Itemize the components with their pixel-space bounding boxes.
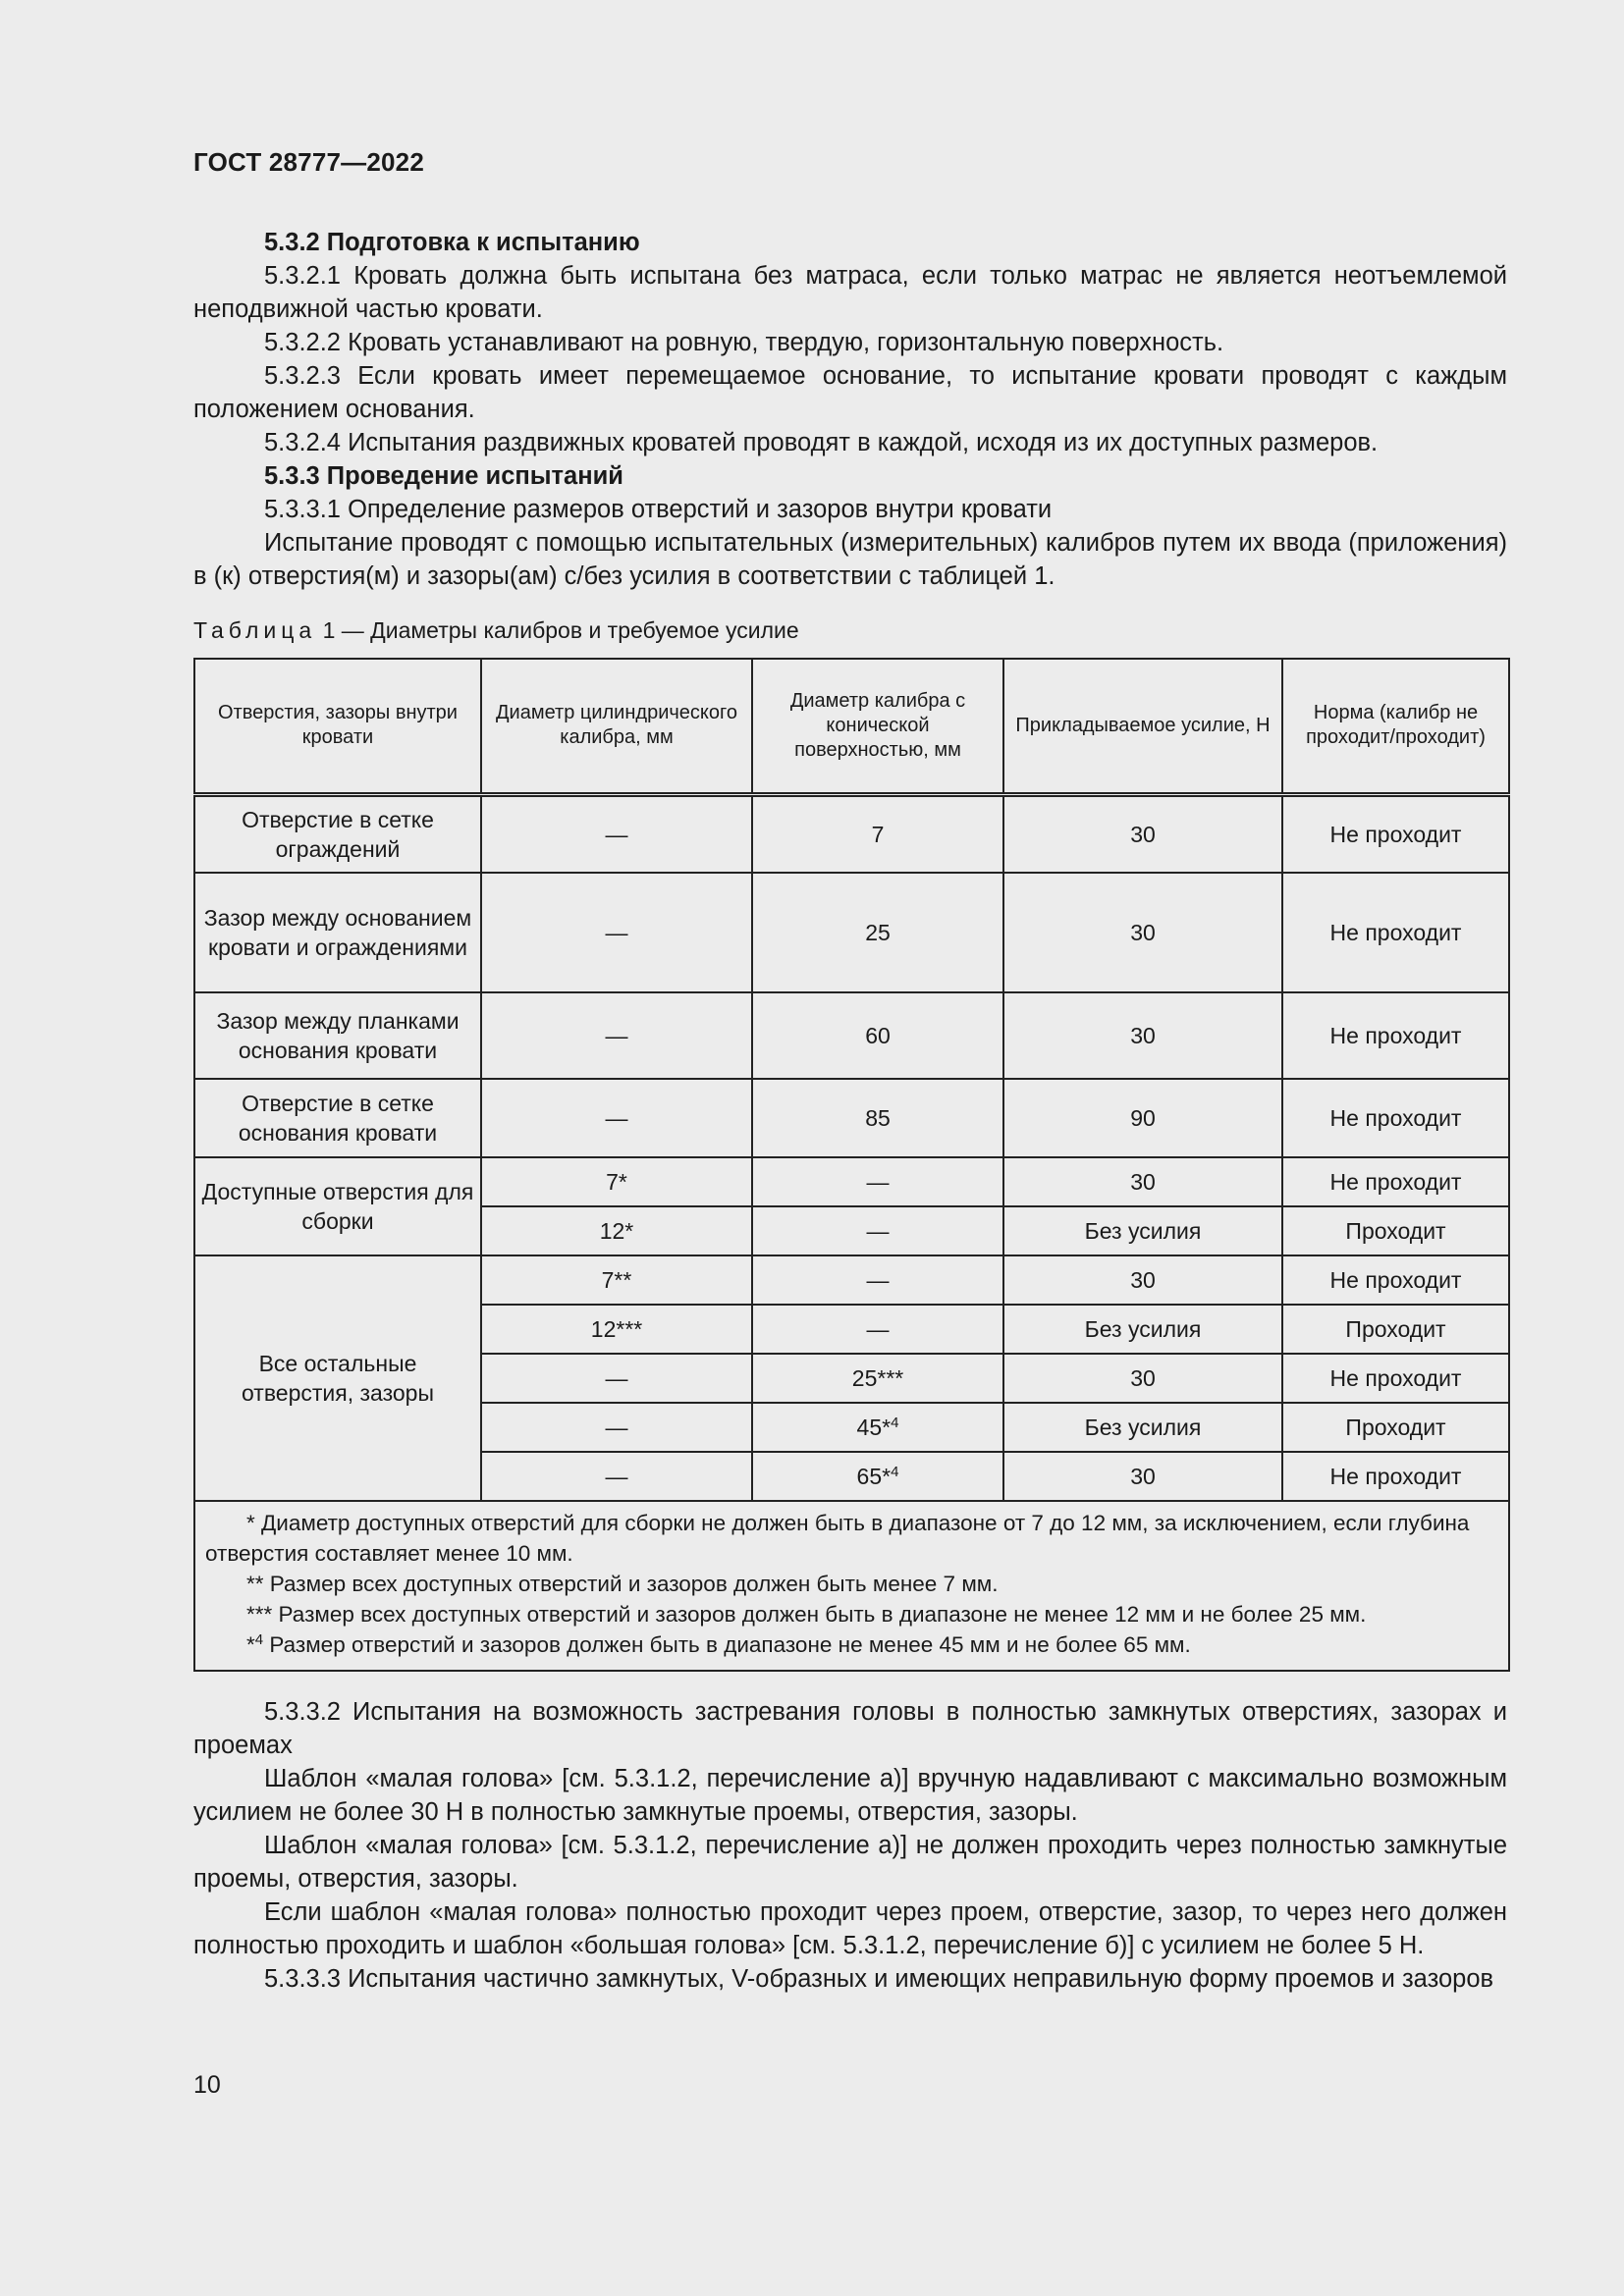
row-label: Зазор между основанием кровати и ограждениями [194,873,481,992]
footnote [205,1508,1498,1569]
cell-cylinder: — [481,1354,752,1403]
row-label: Зазор между планками основания кровати [194,992,481,1079]
cell-norm: Не проходит [1282,1354,1509,1403]
cell-force: 30 [1003,1157,1282,1206]
paragraph-5-3-3-2: 5.3.3.2 Испытания на возможность застревания головы в полностью замкнутых отверстиях, зазорах и проемах [193,1698,1507,1759]
cell-norm: Не проходит [1282,1255,1509,1305]
table-row [194,873,1509,992]
group-label-assembly: Доступные отверстия для сборки [194,1157,481,1255]
footnote-text: Размер всех доступных отверстий и зазоров должен быть в диапазоне не менее 12 мм и не более 25 мм. [278,1602,1367,1627]
cell-norm: Не проходит [1282,992,1509,1079]
footnote-mark: *** [246,1602,273,1627]
cell-norm: Не проходит [1282,1157,1509,1206]
footnote [205,1629,1498,1660]
cell-cylinder: — [481,992,752,1079]
row-label: Отверстие в сетке ограждений [194,794,481,873]
table-caption-label: Таблица [193,617,317,643]
cell-norm: Не проходит [1282,1452,1509,1501]
cell-force: Без усилия [1003,1403,1282,1452]
paragraph-5-3-2-1: 5.3.2.1 Кровать должна быть испытана без матраса, если только матрас не является неотъемлемой неподвижной частью кровати. [193,262,1507,323]
cell-force: 30 [1003,1452,1282,1501]
cell-cone: 25*** [752,1354,1003,1403]
cell-force: 30 [1003,1354,1282,1403]
cell-norm: Проходит [1282,1403,1509,1452]
header-cone-diameter: Диаметр калибра с конической поверхностью, мм [752,659,1003,794]
cell-cone: — [752,1255,1003,1305]
row-label: Отверстие в сетке основания кровати [194,1079,481,1157]
footnote [205,1569,1498,1599]
paragraph-5-3-3-1: 5.3.3.1 Определение размеров отверстий и зазоров внутри кровати [264,496,1053,523]
table-caption-text: 1 — Диаметры калибров и требуемое усилие [316,617,799,643]
cell-cylinder: 12* [481,1206,752,1255]
cell-force: 30 [1003,873,1282,992]
header-openings: Отверстия, зазоры внутри кровати [194,659,481,794]
header-cylinder-diameter: Диаметр цилиндрического калибра, мм [481,659,752,794]
heading-5-3-3: 5.3.3 Проведение испытаний [264,462,623,490]
header-applied-force: Прикладываемое усилие, Н [1003,659,1282,794]
cell-force: 90 [1003,1079,1282,1157]
footnote-mark: * [246,1632,255,1657]
cell-cylinder: — [481,794,752,873]
cell-norm: Проходит [1282,1305,1509,1354]
paragraph-small-head-pass: Шаблон «малая голова» [см. 5.3.1.2, перечисление а)] не должен проходить через полностью замкнутые проемы, отверстия, зазоры. [193,1832,1507,1893]
footnote-text: Размер отверстий и зазоров должен быть в диапазоне не менее 45 мм и не более 65 мм. [269,1632,1191,1657]
group-label-other: Все остальные отверстия, зазоры [194,1255,481,1501]
cell-cylinder: 7* [481,1157,752,1206]
table-row [194,1157,1509,1206]
cell-cone [752,1403,1003,1452]
paragraph-small-head-press: Шаблон «малая голова» [см. 5.3.1.2, перечисление а)] вручную надавливают с максимально возможным усилием не более 30 Н в полностью замкнутые проемы, отверстия, зазоры. [193,1765,1507,1826]
table-row [194,992,1509,1079]
cell-cone [752,1452,1003,1501]
document-header: ГОСТ 28777—2022 [193,147,424,177]
cell-cone: 60 [752,992,1003,1079]
paragraph-5-3-2-3: 5.3.2.3 Если кровать имеет перемещаемое основание, то испытание кровати проводят с каждым положением основания. [193,362,1507,423]
cell-cylinder: 12*** [481,1305,752,1354]
cell-cone: 25 [752,873,1003,992]
footnote-text: Диаметр доступных отверстий для сборки не должен быть в диапазоне от 7 до 12 мм, за исключением, если глубина отверстия составляет менее 10 мм. [205,1511,1470,1566]
footnote-text: Размер всех доступных отверстий и зазоров должен быть менее 7 мм. [269,1572,999,1596]
paragraph-5-3-2-2: 5.3.2.2 Кровать устанавливают на ровную, твердую, горизонтальную поверхность. [264,329,1224,356]
paragraph-5-3-3-3: 5.3.3.3 Испытания частично замкнутых, V-образных и имеющих неправильную форму проемов и зазоров [264,1965,1494,1993]
cell-cylinder: 7** [481,1255,752,1305]
cone-value: 45* [856,1415,892,1440]
cell-cone: 85 [752,1079,1003,1157]
cell-norm: Не проходит [1282,1079,1509,1157]
paragraph-large-head: Если шаблон «малая голова» полностью проходит через проем, отверстие, зазор, то через него должен полностью проходить и шаблон «большая голова» [см. 5.3.1.2, перечисление б)] с усилием не более 5 Н. [193,1898,1507,1959]
cone-value-superscript: 4 [891,1415,899,1431]
paragraph-5-3-2-4: 5.3.2.4 Испытания раздвижных кроватей проводят в каждой, исходя из их доступных размеров. [264,429,1379,456]
cell-force: 30 [1003,1255,1282,1305]
table-caption [193,615,799,645]
paragraph-test-method: Испытание проводят с помощью испытательных (измерительных) калибров путем их ввода (приложения) в (к) отверстия(м) и зазоры(ам) с/без усилия в соответствии с таблицей 1. [193,529,1507,590]
heading-5-3-2: 5.3.2 Подготовка к испытанию [264,229,640,256]
cell-norm: Не проходит [1282,873,1509,992]
table-row [194,1079,1509,1157]
table-footnotes [194,1501,1509,1671]
cell-cone: 7 [752,794,1003,873]
cell-norm: Не проходит [1282,794,1509,873]
cone-value-superscript: 4 [891,1464,899,1480]
page-number: 10 [193,2071,221,2099]
table-row [194,1255,1509,1305]
cell-force: Без усилия [1003,1206,1282,1255]
table-row [194,794,1509,873]
cell-cone: — [752,1157,1003,1206]
footnote-mark: ** [246,1572,264,1596]
cell-force: Без усилия [1003,1305,1282,1354]
cone-value: 65* [856,1464,892,1489]
cell-force: 30 [1003,992,1282,1079]
cell-force: 30 [1003,794,1282,873]
footnote [205,1599,1498,1629]
cell-cone: — [752,1305,1003,1354]
header-norm: Норма (калибр не проходит/проходит) [1282,659,1509,794]
section-5-3-3-2 [193,1695,1507,1996]
cell-cylinder: — [481,1452,752,1501]
cell-cylinder: — [481,1079,752,1157]
cell-cylinder: — [481,873,752,992]
table-header-row [194,659,1509,794]
table-footnote-row [194,1501,1509,1671]
gauge-table [193,658,1510,1672]
footnote-mark: * [246,1511,255,1535]
footnote-mark-superscript: 4 [254,1631,264,1648]
cell-cylinder: — [481,1403,752,1452]
cell-cone: — [752,1206,1003,1255]
section-5-3-2 [193,226,1507,593]
cell-norm: Проходит [1282,1206,1509,1255]
